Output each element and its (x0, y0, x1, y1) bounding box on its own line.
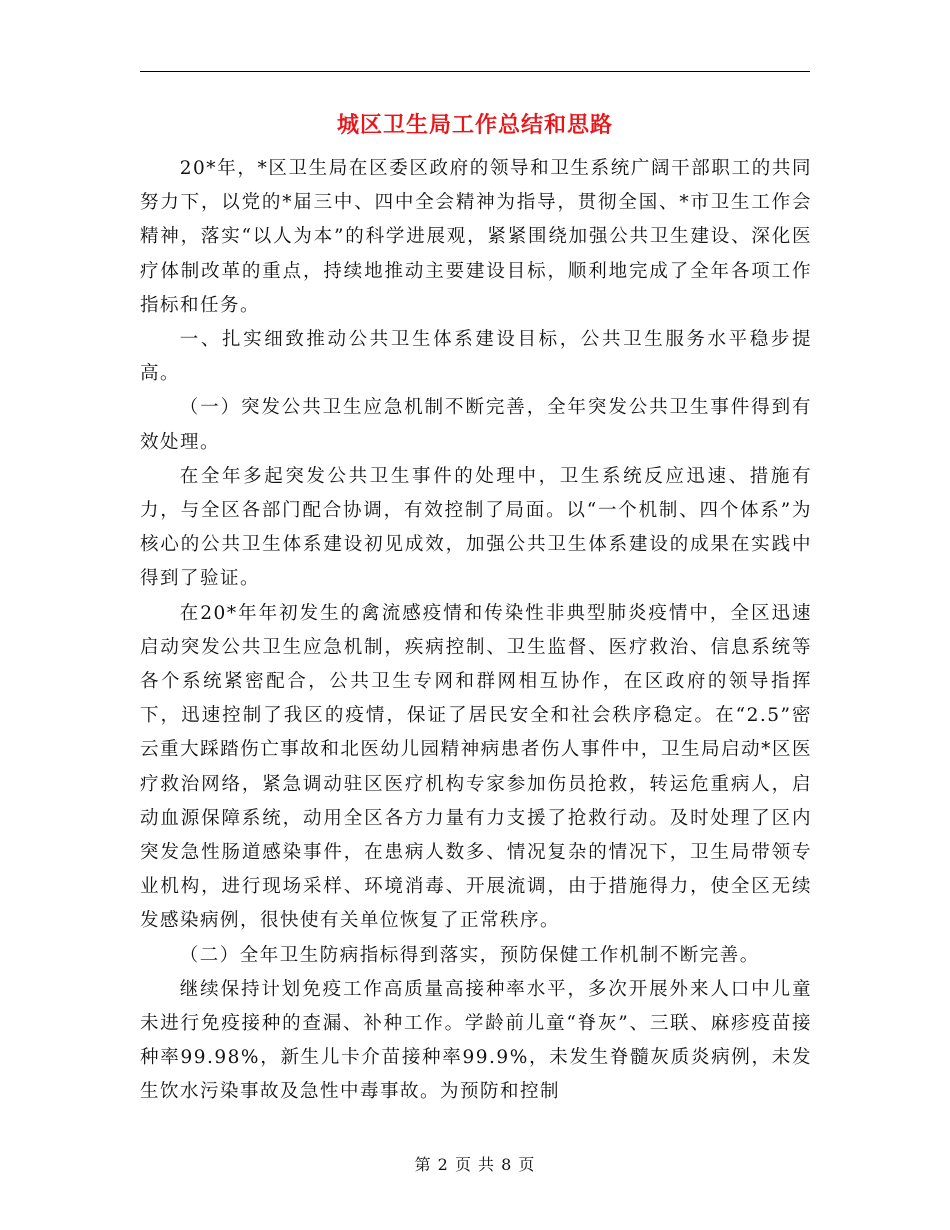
section-heading-1: 一、扎实细致推动公共卫生体系建设目标，公共卫生服务水平稳步提高。 (140, 329, 812, 385)
subsection-heading-2: （二）全年卫生防病指标得到落实，预防保健工作机制不断完善。 (179, 944, 760, 966)
document-title: 城区卫生局工作总结和思路 (336, 112, 613, 138)
page-footer: 第 2 页 共 8 页 (414, 1155, 536, 1174)
paragraph-immunization: 继续保持计划免疫工作高质量高接种率水平，多次开展外来人口中儿童未进行免疫接种的查漏、补种工作。学龄前儿童“脊灰”、三联、麻疹疫苗接种率99.98%，新生儿卡介苗接种率99.9%，未发生脊髓灰质炎病例，未发生饮水污染事故及急性中毒事故。为预防和控制 (140, 978, 812, 1103)
paragraph-intro: 20*年，*区卫生局在区委区政府的领导和卫生系统广阔干部职工的共同努力下，以党的*届三中、四中全会精神为指导，贯彻全国、*市卫生工作会精神，落实“以人为本”的科学进展观，紧紧围绕加强公共卫生建设、深化医疗体制改革的重点，持续地推动主要建设目标，顺利地完成了全年各项工作指标和任务。 (140, 158, 812, 316)
paragraph-emergency-response: 在全年多起突发公共卫生事件的处理中，卫生系统反应迅速、措施有力，与全区各部门配合协调，有效控制了局面。以“一个机制、四个体系”为核心的公共卫生体系建设初见成效，加强公共卫生体系建设的成果在实践中得到了验证。 (140, 465, 812, 590)
document-body (140, 152, 812, 1110)
header-rule (140, 71, 810, 72)
subsection-heading-1: （一）突发公共卫生应急机制不断完善，全年突发公共卫生事件得到有效处理。 (140, 397, 812, 453)
paragraph-epidemic-control: 在20*年年初发生的禽流感疫情和传染性非典型肺炎疫情中，全区迅速启动突发公共卫生应急机制，疾病控制、卫生监督、医疗救治、信息系统等各个系统紧密配合，公共卫生专网和群网相互协作，在区政府的领导指挥下，迅速控制了我区的疫情，保证了居民安全和社会秩序稳定。在“2.5”密云重大踩踏伤亡事故和北医幼儿园精神病患者伤人事件中，卫生局启动*区医疗救治网络，紧急调动驻区医疗机构专家参加伤员抢救，转运危重病人，启动血源保障系统，动用全区各方力量有力支援了抢救行动。及时处理了区内突发急性肠道感染事件，在患病人数多、情况复杂的情况下，卫生局带领专业机构，进行现场采样、环境消毒、开展流调，由于措施得力，使全区无续发感染病例，很快使有关单位恢复了正常秩序。 (140, 602, 812, 932)
